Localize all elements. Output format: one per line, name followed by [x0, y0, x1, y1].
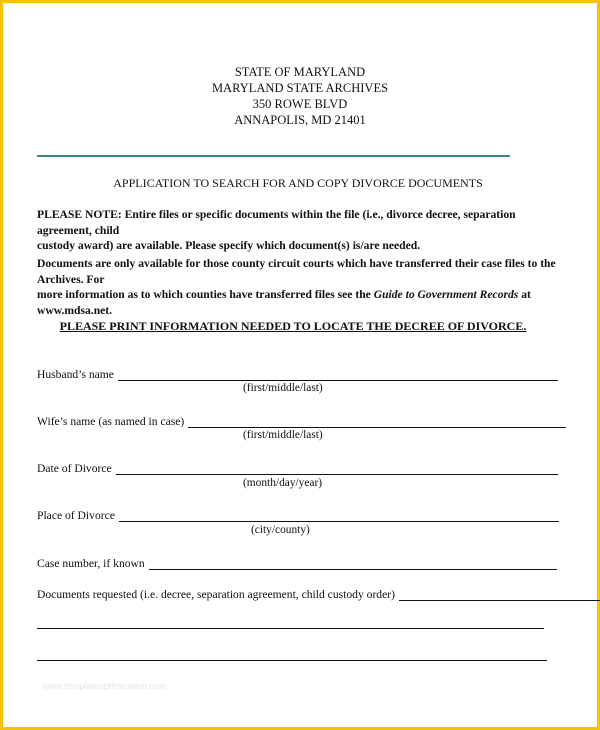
- documents-requested-label: Documents requested (i.e. decree, separation agreement, child custody order): [37, 588, 395, 601]
- documents-requested-line-2[interactable]: [37, 628, 544, 629]
- husband-name-label: Husband’s name: [37, 368, 114, 381]
- availability-line-2: [37, 287, 557, 318]
- header-divider: [37, 155, 510, 157]
- date-of-divorce-field[interactable]: [116, 463, 558, 475]
- availability-line-1: Documents are only available for those county circuit courts which have transferred their case files to the Archives. For: [37, 257, 556, 286]
- section-title: PLEASE PRINT INFORMATION NEEDED TO LOCATE THE DECREE OF DIVORCE.: [59, 319, 527, 333]
- availability-line-2-suffix: at www.mdsa.net.: [37, 288, 531, 317]
- please-note-paragraph: [37, 207, 557, 254]
- wife-name-label: Wife’s name (as named in case): [37, 415, 185, 428]
- documents-requested-line-3[interactable]: [37, 660, 547, 661]
- documents-requested-field[interactable]: [399, 589, 600, 601]
- case-number-label: Case number, if known: [37, 557, 145, 570]
- wife-name-row: [37, 412, 566, 428]
- header-line-archives: MARYLAND STATE ARCHIVES: [211, 81, 389, 95]
- place-of-divorce-hint: (city/county): [251, 524, 310, 536]
- form-page: [3, 3, 597, 727]
- header-line-street: 350 ROWE BLVD: [252, 97, 348, 111]
- date-of-divorce-row: [37, 459, 558, 475]
- date-of-divorce-hint: (month/day/year): [243, 477, 323, 489]
- watermark: www.templateoptimization.com: [43, 681, 167, 691]
- place-of-divorce-row: [37, 506, 559, 522]
- place-of-divorce-label: Place of Divorce: [37, 509, 115, 522]
- place-of-divorce-field[interactable]: [119, 510, 559, 522]
- documents-requested-row: [37, 585, 600, 601]
- case-number-row: [37, 554, 557, 570]
- header-line-state: STATE OF MARYLAND: [234, 65, 366, 79]
- husband-name-hint: (first/middle/last): [243, 382, 323, 394]
- header-line-city: ANNAPOLIS, MD 21401: [234, 113, 366, 127]
- date-of-divorce-label: Date of Divorce: [37, 462, 112, 475]
- husband-name-field[interactable]: [118, 369, 558, 381]
- agency-header: [3, 64, 597, 128]
- note-line-2: custody award) are available. Please specify which document(s) is/are needed.: [37, 239, 421, 252]
- wife-name-field[interactable]: [188, 416, 566, 428]
- form-title: APPLICATION TO SEARCH FOR AND COPY DIVORCE DOCUMENTS: [113, 176, 483, 190]
- availability-line-2-prefix: more information as to which counties have transferred files see the: [37, 288, 374, 301]
- husband-name-row: [37, 365, 558, 381]
- guide-title: Guide to Government Records: [373, 288, 519, 301]
- availability-paragraph: [37, 256, 557, 318]
- note-line-1: PLEASE NOTE: Entire files or specific documents within the file (i.e., divorce decree, separation agreement, child: [37, 208, 516, 237]
- wife-name-hint: (first/middle/last): [243, 429, 323, 441]
- case-number-field[interactable]: [149, 558, 557, 570]
